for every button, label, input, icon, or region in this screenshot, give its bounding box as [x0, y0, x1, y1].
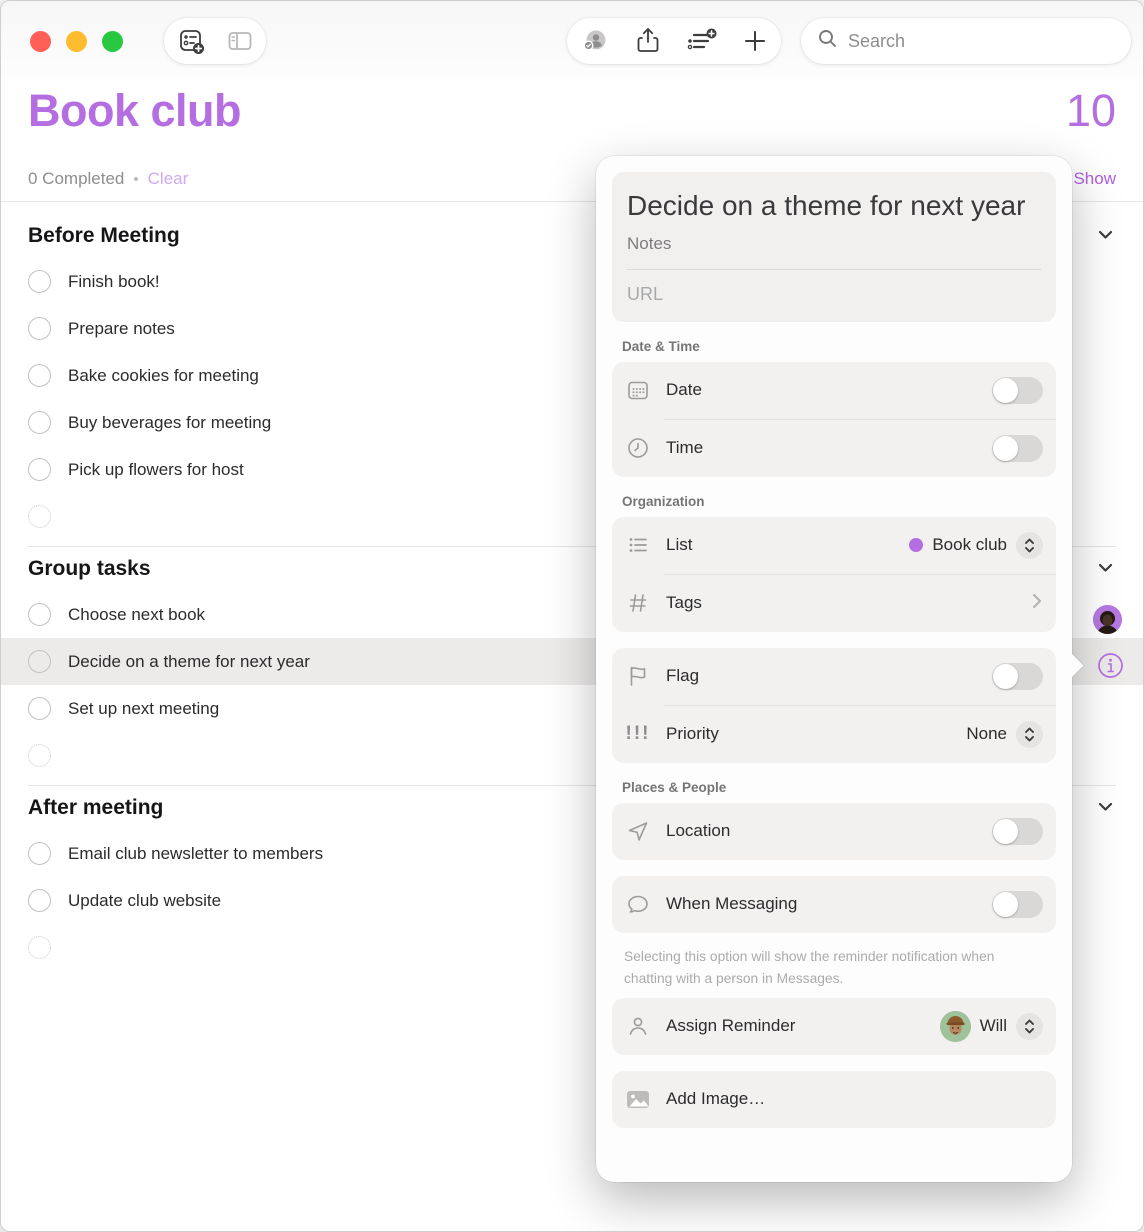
- flag-row: [612, 648, 1056, 705]
- priority-label: Priority: [666, 724, 719, 744]
- date-time-section-label: Date & Time: [622, 338, 700, 354]
- location-card: [612, 803, 1056, 860]
- add-list-icon[interactable]: [686, 26, 718, 56]
- task-checkbox[interactable]: [28, 458, 51, 481]
- section-title: After meeting: [28, 796, 164, 819]
- tags-row[interactable]: [612, 575, 1056, 632]
- new-task-placeholder-circle[interactable]: [28, 744, 51, 767]
- places-people-section-label: Places & People: [622, 779, 727, 795]
- time-row: [612, 420, 1056, 477]
- image-icon: [625, 1087, 651, 1111]
- share-status-icon[interactable]: [580, 26, 610, 56]
- search-placeholder: Search: [848, 30, 906, 51]
- priority-value: None: [966, 724, 1007, 744]
- task-checkbox[interactable]: [28, 603, 51, 626]
- new-task-placeholder-circle[interactable]: [28, 936, 51, 959]
- assign-label: Assign Reminder: [666, 1016, 796, 1036]
- task-label: Pick up flowers for host: [68, 459, 244, 479]
- list-icon: [625, 533, 651, 557]
- date-row: [612, 362, 1056, 419]
- list-label: List: [666, 535, 693, 555]
- toggle-knob: [993, 378, 1018, 403]
- calendar-icon: [625, 378, 651, 402]
- messaging-label: When Messaging: [666, 894, 798, 914]
- task-label: Choose next book: [68, 604, 206, 624]
- chevron-down-icon[interactable]: [1097, 226, 1114, 248]
- location-label: Location: [666, 821, 731, 841]
- location-arrow-icon: [625, 819, 651, 843]
- task-checkbox[interactable]: [28, 842, 51, 865]
- messaging-toggle[interactable]: [992, 891, 1043, 918]
- priority-stepper-button[interactable]: [1016, 721, 1043, 748]
- completed-count-label: 0 Completed: [28, 169, 125, 188]
- close-window-button[interactable]: [30, 31, 51, 52]
- assign-row: [612, 998, 1056, 1055]
- task-label: Bake cookies for meeting: [68, 365, 259, 385]
- task-checkbox[interactable]: [28, 317, 51, 340]
- reminder-count: 10: [1065, 85, 1116, 136]
- assign-stepper-button[interactable]: [1016, 1013, 1043, 1040]
- page-title: Book club: [28, 85, 242, 136]
- assignee-avatar: [940, 1011, 971, 1042]
- time-toggle[interactable]: [992, 435, 1043, 462]
- task-label: Buy beverages for meeting: [68, 412, 272, 432]
- info-button[interactable]: [1097, 652, 1124, 679]
- flag-priority-card: [612, 648, 1056, 763]
- section-title: Before Meeting: [28, 224, 180, 247]
- share-icon[interactable]: [634, 26, 662, 56]
- minimize-window-button[interactable]: [66, 31, 87, 52]
- task-checkbox[interactable]: [28, 697, 51, 720]
- flag-toggle[interactable]: [992, 663, 1043, 690]
- messaging-card: [612, 876, 1056, 933]
- assignee-name: Will: [979, 1016, 1007, 1036]
- date-label: Date: [666, 380, 702, 400]
- person-icon: [625, 1014, 651, 1038]
- list-value: Book club: [932, 535, 1007, 555]
- add-image-row[interactable]: [612, 1071, 1056, 1128]
- title-card: [612, 172, 1056, 322]
- task-label: Decide on a theme for next year: [68, 651, 310, 671]
- task-label: Prepare notes: [68, 318, 175, 338]
- date-toggle[interactable]: [992, 377, 1043, 404]
- clock-icon: [625, 436, 651, 460]
- reminder-detail-popover: [596, 156, 1072, 1182]
- task-label: Update club website: [68, 890, 222, 910]
- new-task-placeholder-circle[interactable]: [28, 505, 51, 528]
- url-input[interactable]: URL: [627, 283, 664, 304]
- section-title: Group tasks: [28, 557, 151, 580]
- list-color-dot: [909, 538, 923, 552]
- task-label: Email club newsletter to members: [68, 843, 324, 863]
- list-row: [612, 517, 1056, 574]
- tags-label: Tags: [666, 593, 702, 613]
- flag-icon: [625, 664, 651, 688]
- toggle-sidebar-icon[interactable]: [226, 27, 254, 55]
- zoom-window-button[interactable]: [102, 31, 123, 52]
- reminder-title-input[interactable]: Decide on a theme for next year: [627, 190, 1026, 221]
- search-input[interactable]: [801, 18, 1131, 64]
- task-checkbox[interactable]: [28, 364, 51, 387]
- assign-card: [612, 998, 1056, 1055]
- chevron-down-icon[interactable]: [1097, 798, 1114, 820]
- task-checkbox[interactable]: [28, 889, 51, 912]
- toolbar-right-group: [567, 18, 781, 64]
- search-icon: [817, 28, 838, 54]
- task-checkbox[interactable]: [28, 411, 51, 434]
- toolbar-left-group: [164, 18, 266, 64]
- toggle-knob: [993, 664, 1018, 689]
- chevron-right-icon: [1031, 592, 1043, 615]
- time-label: Time: [666, 438, 704, 458]
- list-stepper-button[interactable]: [1016, 532, 1043, 559]
- clear-link[interactable]: Clear: [147, 169, 189, 188]
- shared-member-avatar[interactable]: [1093, 605, 1122, 634]
- title-card-divider: [627, 269, 1041, 270]
- add-reminder-plus-icon[interactable]: [742, 28, 768, 54]
- organization-section-label: Organization: [622, 493, 705, 509]
- message-bubble-icon: [625, 892, 651, 916]
- priority-icon: !!!: [625, 723, 651, 745]
- toggle-knob: [993, 892, 1018, 917]
- task-label: Set up next meeting: [68, 698, 220, 718]
- chevron-down-icon[interactable]: [1097, 559, 1114, 581]
- hash-icon: [625, 591, 651, 615]
- messaging-row: [612, 876, 1056, 933]
- show-link[interactable]: Show: [1073, 169, 1116, 188]
- separator-dot: •: [133, 170, 139, 188]
- toggle-knob: [993, 819, 1018, 844]
- notes-input[interactable]: Notes: [627, 233, 672, 253]
- task-checkbox[interactable]: [28, 650, 51, 673]
- add-image-label: Add Image…: [666, 1089, 766, 1109]
- messaging-caption: Selecting this option will show the reminder notification when chatting with a person in Messages.: [624, 948, 995, 986]
- date-time-card: [612, 362, 1056, 477]
- organization-card: [612, 517, 1056, 632]
- add-image-card: [612, 1071, 1056, 1128]
- toolbar: [1, 1, 1143, 81]
- location-toggle[interactable]: [992, 818, 1043, 845]
- flag-label: Flag: [666, 666, 700, 686]
- task-label: Finish book!: [68, 271, 160, 291]
- task-checkbox[interactable]: [28, 270, 51, 293]
- toggle-knob: [993, 436, 1018, 461]
- new-reminder-icon[interactable]: [176, 26, 206, 56]
- priority-row: [612, 706, 1056, 763]
- traffic-lights: [30, 31, 123, 52]
- location-row: [612, 803, 1056, 860]
